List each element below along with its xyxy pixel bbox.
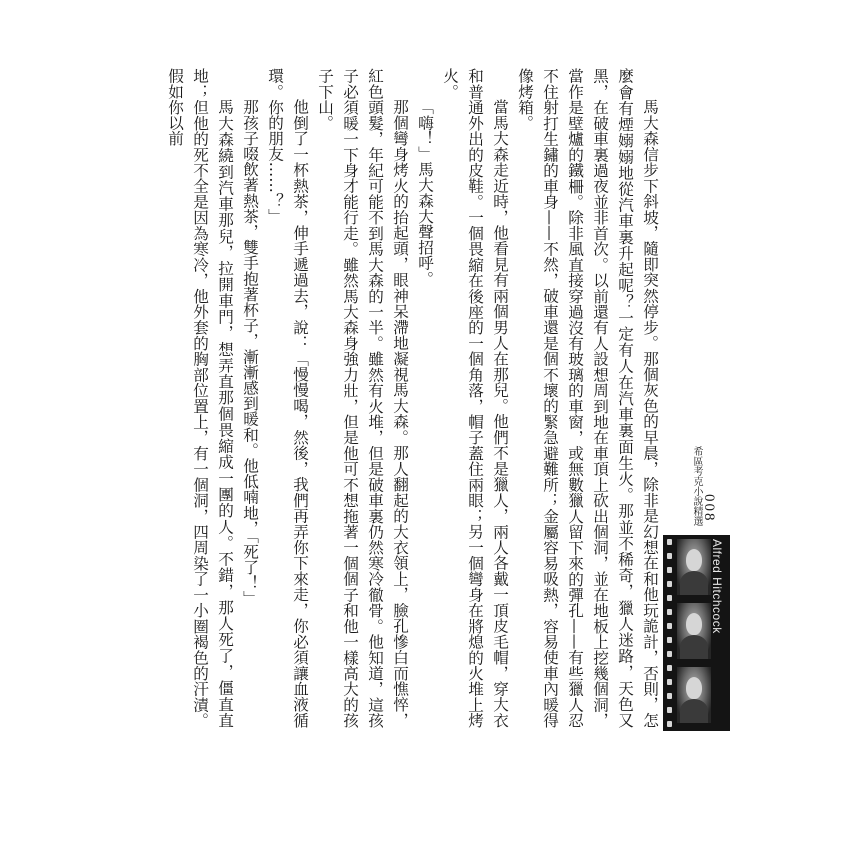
sprocket-hole (667, 539, 672, 545)
paragraph-3: 「嗨！」馬大森大聲招呼。 (416, 99, 434, 287)
portrait-face (686, 677, 702, 699)
portrait-shoulders (680, 635, 708, 659)
portrait-frame (677, 603, 711, 659)
portrait-frame (677, 667, 711, 723)
portrait-frame (677, 539, 711, 595)
sprocket-hole (667, 651, 672, 657)
sprocket-hole (667, 721, 672, 727)
portrait-shoulders (680, 571, 708, 595)
sprocket-hole (667, 693, 672, 699)
portrait-face (686, 549, 702, 571)
body-text (162, 68, 662, 728)
sprocket-hole (667, 707, 672, 713)
paragraph-5: 他倒了一杯熱茶，伸手遞過去，說：「慢慢喝，然後，我們再弄你下來走，你必須讓血液循環。你的朋友……？」 (266, 68, 309, 728)
portrait-face (686, 613, 702, 635)
film-sprockets-left (666, 535, 673, 731)
sprocket-hole (667, 567, 672, 573)
paragraph-2: 當馬大森走近時，他看見有兩個男人在那兒。他們不是獵人，兩人各戴一頂皮毛帽，穿大衣和普通外出的皮鞋。一個畏縮在後座的一個角落，帽子蓋住兩眼；另一個彎身在將熄的火堆上烤火。 (441, 68, 509, 728)
sprocket-hole (667, 553, 672, 559)
sprocket-hole (667, 665, 672, 671)
running-header-title: 希區考克小說精選 (691, 446, 702, 526)
portrait-shoulders (680, 699, 708, 723)
film-caption: Alfred Hitchcock (710, 539, 724, 634)
sprocket-hole (667, 581, 672, 587)
paragraph-1: 馬大森信步下斜坡，隨即突然停步。那個灰色的早晨，除非是幻想在和他玩詭計，否則，怎麼會有煙嫋嫋地從汽車裏升起呢？一定有人在汽車裏面生火。那並不稀奇，獵人迷路，天色又黑，在破車裏過夜並非首次。以前還有人設想周到地在車頂上砍出個洞，並在地板上挖幾個洞，當作是壁爐的鐵柵。除非風直接穿過沒有玻璃的車窗，或無數獵人留下來的彈孔——有些獵人忍不住射打生鏽的車身——不然，破車還是個不壞的緊急避難所；金屬容易吸熱，容易使車內暖得像烤箱。 (516, 68, 659, 728)
sprocket-hole (667, 609, 672, 615)
sprocket-hole (667, 595, 672, 601)
paragraph-4: 那個彎身烤火的抬起頭，眼神呆滯地凝視馬大森。那人翻起的大衣領上，臉孔慘白而憔悴，紅色頭髮，年紀可能不到馬大森的一半。雖然有火堆，但是破車裏仍然寒冷徹骨。他知道，這孩子必須暖一下身才能行走。雖然馬大森身強力壯，但是他可不想拖著一個個子和他一樣高大的孩子下山。 (316, 68, 409, 728)
sprocket-hole (667, 623, 672, 629)
paragraph-7: 馬大森繞到汽車那兒，拉開車門，想弄直那個畏縮成一團的人。不錯，那人死了，僵直直地；但他的死不全是因為寒冷，他外套的胸部位置上，有一個洞，四周染了一小圈褐色的汗漬。假如你以前 (166, 68, 234, 728)
sprocket-hole (667, 637, 672, 643)
paragraph-6: 那孩子啜飲著熱茶，雙手抱著杯子，漸漸感到暖和。他低喃地，「死了！」 (241, 99, 259, 607)
film-strip-image (663, 535, 730, 731)
sprocket-hole (667, 679, 672, 685)
page-number: 008 (701, 494, 717, 523)
